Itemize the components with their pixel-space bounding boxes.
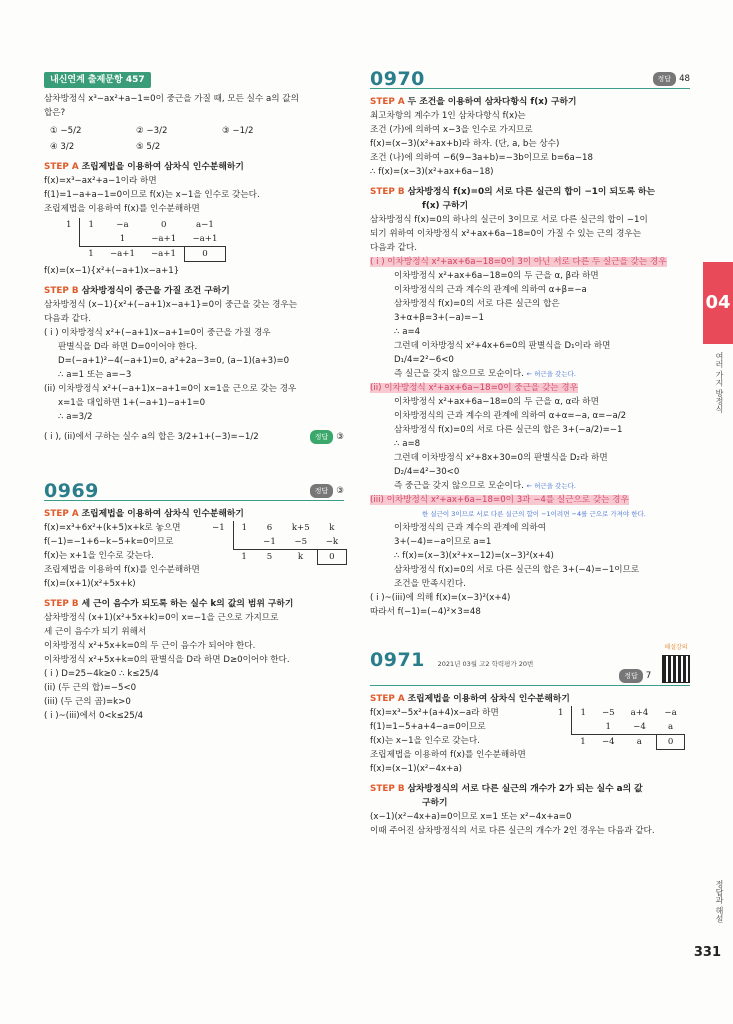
solution-line: 세 근이 음수가 되기 위해서 [44,627,147,637]
case-heading: (iii) 이차방정식 x²+ax+6a−18=0이 3과 −4를 실근으로 갖는 경우 [370,495,629,505]
solution-line: f(x)는 x+1을 인수로 갖는다. [44,551,154,561]
solution-line: 그런데 이차방정식 x²+4x+6=0의 판별식을 D₁이라 하면 [394,341,611,351]
problem-banner: 내신연계 출제문항 457 [44,72,151,88]
synthetic-division: 1 1 −a 0 a−1 1 −a+1 −a+1 1 −a+1 −a+1 0 [58,218,226,262]
solution-line: 판별식을 D라 하면 D=0이어야 한다. [58,342,198,352]
step-b-heading: STEP B 삼차방정식의 서로 다른 실근의 개수가 2가 되는 실수 a의 값 [370,784,643,794]
solution-line: f(−1)=−1+6−k−5+k=0이므로 [44,537,174,547]
solution-line: ∴ a=8 [394,439,421,449]
solution-line: ( i ) 이차방정식 x²+(−a+1)x−a+1=0이 중근을 가질 경우 [44,328,271,338]
step-a-heading: STEP A 조립제법을 이용하여 삼차식 인수분해하기 [370,694,570,704]
solution-line: ( i ), (ii)에서 구하는 실수 a의 합은 3/2+1+(−3)=−1/2 정답 ③ [44,432,344,442]
problem-number: 0969 [44,480,99,502]
solution-line: f(1)=1−a+a−1=0이므로 f(x)는 x−1을 인수로 갖는다. [44,190,260,200]
question-text: 삼차방정식 x³−ax²+a−1=0이 중근을 가질 때, 모든 실수 a의 값의 [44,94,299,104]
solution-line: 삼차방정식 f(x)=0의 서로 다른 실근의 합은 3+(−4)=−1이므로 [394,565,640,575]
note: ← 허근을 갖는다. [526,482,576,490]
solution-line: 이차방정식 x²+ax+6a−18=0의 두 근을 α, α라 하면 [394,397,599,407]
page-number: 331 [693,945,721,960]
solution-line: D₁/4=2²−6<0 [394,355,454,365]
problem-header-0969 [44,480,344,502]
solution-line: 이차방정식 x²+5x+k=0의 두 근이 음수가 되어야 한다. [44,641,256,651]
solution-line: f(x)=x³−5x²+(a+4)x−a라 하면 [370,708,499,718]
solution-line: 조립제법을 이용하여 f(x)를 인수분해하면 [44,565,200,575]
solution-line: f(x)=(x+1)(x²+5x+k) [44,579,136,589]
solution-line: (ii) (두 근의 합)=−5<0 [44,683,137,693]
solution-line: ( i )~(iii)에 의해 f(x)=(x−3)²(x+4) [370,593,511,603]
solution-line: 최고차항의 계수가 1인 삼차다항식 f(x)는 [370,111,526,121]
question-text: 합은? [44,108,66,118]
solution-line: f(x)=(x−1)(x²−4x+a) [370,764,462,774]
answer-value: 7 [645,671,652,681]
step-b-heading: STEP B 삼차방정식 f(x)=0의 서로 다른 실근의 합이 −1이 되도록 하는 [370,187,656,197]
solution-line: 즉 중근을 갖지 않으므로 모순이다. ← 허근을 갖는다. [394,481,576,491]
solution-line: D=(−a+1)²−4(−a+1)=0, a²+2a−3=0, (a−1)(a+3)=0 [58,356,290,366]
solution-line: 3+α+β=3+(−a)=−1 [394,313,484,323]
answer-badge: 정답 [310,430,334,444]
solution-line: f(x)=x³−ax²+a−1이라 하면 [44,176,157,186]
solution-line: x=1을 대입하면 1+(−a+1)−a+1=0 [58,398,206,408]
note: ← 허근을 갖는다. [526,370,576,378]
left-column [44,72,344,723]
solution-line: 이때 주어진 삼차방정식의 서로 다른 실근의 개수가 2인 경우는 다음과 같다. [370,826,655,836]
solution-line: 그런데 이차방정식 x²+8x+30=0의 판별식을 D₂라 하면 [394,453,608,463]
problem-header-0970 [370,68,690,90]
note: 한 실근이 3이므로 서로 다른 실근의 합이 −1이려면 −4를 근으로 가져야 한다. [422,510,646,518]
solution-line: 다음과 같다. [370,243,417,253]
chapter-label: 여러 가지 방정식 [715,352,724,414]
solution-line: ( i ) D=25−4k≥0 ∴ k≤25/4 [44,669,159,679]
solution-line: 조립제법을 이용하여 f(x)를 인수분해하면 [44,204,200,214]
solution-line: 따라서 f(−1)=(−4)²×3=48 [370,607,481,617]
step-b-heading-cont: 구하기 [422,798,448,808]
qr-label: 해설강의 [664,644,688,651]
solution-line: ( i )~(iii)에서 0<k≤25/4 [44,711,144,721]
step-b-heading: STEP B 삼차방정식이 중근을 가질 조건 구하기 [44,286,230,296]
synthetic-division: 1 1 −5 a+4 −a 1 −4 a 1 −4 a 0 [550,706,685,750]
solution-line: 이차방정식 x²+ax+6a−18=0의 두 근을 α, β라 하면 [394,271,599,281]
solution-line: 이차방정식의 근과 계수의 관계에 의하여 α+β=−a [394,285,587,295]
step-b-heading: STEP B 세 근이 음수가 되도록 하는 실수 k의 값의 범위 구하기 [44,599,294,609]
solution-line: 다음과 같다. [44,314,91,324]
solution-line: 삼차방정식 f(x)=0의 서로 다른 실근의 합은 [394,299,560,309]
solution-line: f(1)=1−5+a+4−a=0이므로 [370,722,486,732]
solution-line: 이차방정식 x²+5x+k=0의 판별식을 D라 하면 D≥0이어야 한다. [44,655,290,665]
step-a-heading: STEP A 두 조건을 이용하여 삼차다항식 f(x) 구하기 [370,97,577,107]
step-a-heading: STEP A 조립제법을 이용하여 삼차식 인수분해하기 [44,509,244,519]
solution-line: 되기 위하여 이차방정식 x²+ax+6a−18=0이 가질 수 있는 근의 경우는 [370,229,642,239]
solution-line: 삼차방정식 f(x)=0의 서로 다른 실근의 합은 3+(−a/2)=−1 [394,425,623,435]
choice-2[interactable]: ② −3/2 [136,126,168,136]
qr-code-icon[interactable] [662,655,690,683]
synthetic-division: −1 1 6 k+5 k −1 −5 −k 1 5 k 0 [204,521,347,565]
section-label: 정답과 해설 [715,880,724,923]
solution-line: D₂/4=4²−30<0 [394,467,460,477]
solution-line: 조건 (가)에 의하여 x−3을 인수로 가지므로 [370,125,533,135]
solution-line: (x−1)(x²−4x+a)=0이므로 x=1 또는 x²−4x+a=0 [370,812,572,822]
choice-5[interactable]: ⑤ 5/2 [136,142,161,152]
solution-line: 조립제법을 이용하여 f(x)를 인수분해하면 [370,750,526,760]
case-heading: (ii) 이차방정식 x²+ax+6a−18=0이 중근을 갖는 경우 [370,383,578,393]
answer-value: 48 [679,74,690,84]
solution-line: (ii) 이차방정식 x²+(−a+1)x−a+1=0이 x=1을 근으로 갖는 경우 [44,384,297,394]
solution-line: ∴ a=4 [394,327,421,337]
right-column [370,68,690,838]
solution-line: ∴ a=3/2 [58,412,93,422]
solution-line: 삼차방정식 f(x)=0의 하나의 실근이 3이므로 서로 다른 실근의 합이 −1이 [370,215,648,225]
choice-list [50,124,344,154]
solution-line: 이차방정식의 근과 계수의 관계에 의하여 [394,523,547,533]
solution-line: f(x)=(x−1){x²+(−a+1)x−a+1} [44,266,180,276]
case-heading: ( i ) 이차방정식 x²+ax+6a−18=0이 3이 아닌 서로 다른 두 실근을 갖는 경우 [370,257,667,267]
problem-source: 2021년 03월 고2 학력평가 20번 [437,660,534,668]
solution-line: 삼차방정식 (x−1){x²+(−a+1)x−a+1}=0이 중근을 갖는 경우는 [44,300,298,310]
solution-line: f(x)=(x−3)(x²+ax+b)라 하자. (단, a, b는 상수) [370,139,560,149]
solution-line: f(x)=x³+6x²+(k+5)x+k로 놓으면 [44,523,181,533]
choice-3[interactable]: ③ −1/2 [222,126,254,136]
problem-number: 0971 [370,649,425,671]
solution-line: ∴ f(x)=(x−3)(x²+ax+6a−18) [370,167,494,177]
solution-line: ∴ f(x)=(x−3)(x²+x−12)=(x−3)²(x+4) [394,551,554,561]
choice-4[interactable]: ④ 3/2 [50,142,75,152]
chapter-tab[interactable]: 04 [703,262,733,344]
answer-badge: 정답 [619,669,643,683]
step-b-heading-cont: f(x) 구하기 [422,201,469,211]
answer-value: ③ [336,432,344,442]
solution-line: 이차방정식의 근과 계수의 관계에 의하여 α+α=−a, α=−a/2 [394,411,627,421]
solution-line: 즉 실근을 갖지 않으므로 모순이다. ← 허근을 갖는다. [394,369,576,379]
problem-number: 0970 [370,68,425,90]
answer-badge: 정답 [653,72,677,86]
step-a-heading: STEP A 조립제법을 이용하여 삼차식 인수분해하기 [44,162,244,172]
answer-badge: 정답 [310,484,334,498]
choice-1[interactable]: ① −5/2 [50,126,82,136]
solution-line: f(x)는 x−1을 인수로 갖는다. [370,736,480,746]
answer-value: ③ [336,486,344,496]
solution-line: 조건을 만족시킨다. [394,579,466,589]
solution-line: 3+(−4)=−a이므로 a=1 [394,537,492,547]
solution-line: 삼차방정식 (x+1)(x²+5x+k)=0이 x=−1을 근으로 가지므로 [44,613,279,623]
solution-line: ∴ a=1 또는 a=−3 [58,370,132,380]
solution-line: 조건 (나)에 의하여 −6(9−3a+b)=−3b이므로 b=6a−18 [370,153,593,163]
solution-line: (iii) (두 근의 곱)=k>0 [44,697,131,707]
problem-header-0971 [370,641,690,686]
